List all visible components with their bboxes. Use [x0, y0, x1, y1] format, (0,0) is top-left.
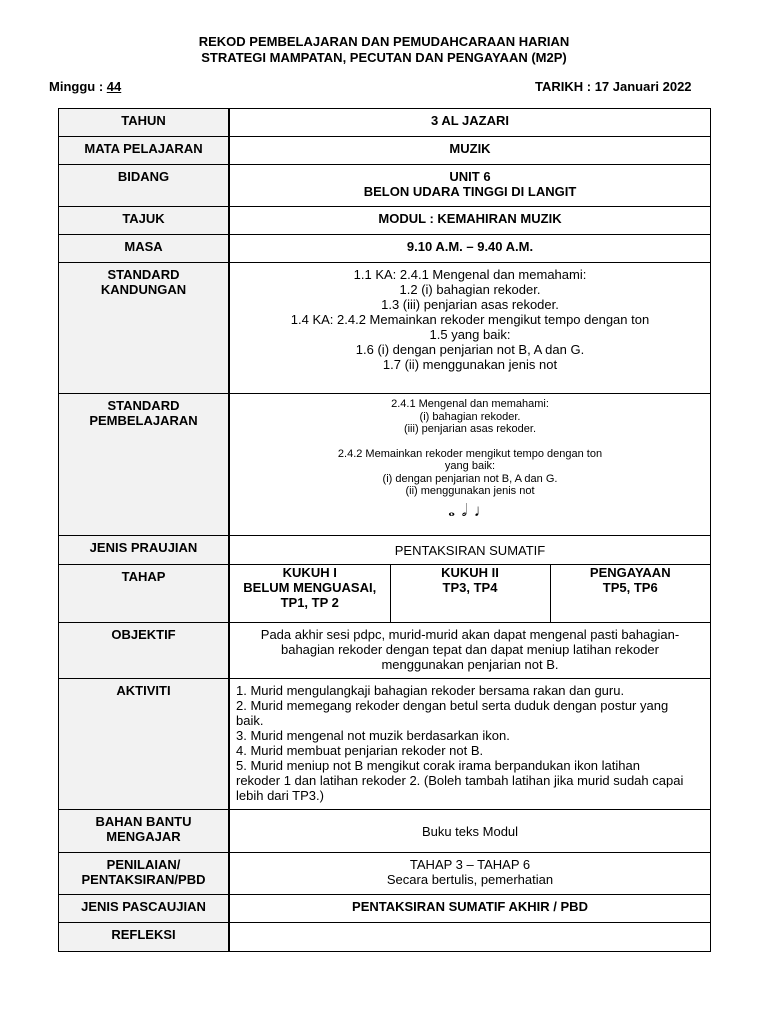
value-tajuk: MODUL : KEMAHIRAN MUZIK [229, 207, 711, 235]
row-refleksi [59, 923, 711, 952]
row-tahap [59, 565, 711, 623]
music-notes-icon: 𝅝 𝅗𝅥 ♩ [448, 500, 492, 520]
sk-line: 1.6 (i) dengan penjarian not B, A dan G. [355, 342, 585, 357]
sk-line: 1.4 KA: 2.4.2 Memainkan rekoder mengikut tempo dengan ton [290, 312, 650, 327]
objektif-line: bahagian rekoder dengan tepat dan dapat meniup latihan rekoder [280, 642, 659, 657]
document-title-line1: REKOD PEMBELAJARAN DAN PEMUDAHCARAAN HARIAN [198, 34, 570, 49]
value-objektif [229, 623, 711, 679]
sk-line: 1.1 KA: 2.4.1 Mengenal dan memahami: [353, 267, 587, 282]
row-bidang [59, 165, 711, 207]
objektif-line: menggunakan penjarian not B. [381, 657, 559, 672]
value-standard-kandungan [229, 263, 711, 394]
label-penilaian-line1: PENILAIAN/ [106, 857, 181, 872]
value-penilaian [229, 853, 711, 895]
sp-line: (i) bahagian rekoder. [419, 410, 521, 423]
value-masa: 9.10 A.M. – 9.40 A.M. [229, 235, 711, 263]
label-tahap: TAHAP [59, 565, 230, 623]
sk-line: 1.2 (i) bahagian rekoder. [399, 282, 541, 297]
objektif-line: Pada akhir sesi pdpc, murid-murid akan dapat mengenal pasti bahagian- [260, 627, 680, 642]
label-penilaian [59, 853, 230, 895]
bidang-title: BELON UDARA TINGGI DI LANGIT [363, 184, 577, 199]
value-standard-pembelajaran [229, 394, 711, 536]
tarikh-field: TARIKH : 17 Januari 2022 [535, 79, 692, 94]
minggu-value: 44 [106, 79, 122, 94]
sk-line: 1.7 (ii) menggunakan jenis not [382, 357, 558, 372]
label-tahun: TAHUN [59, 109, 230, 137]
row-masa [59, 235, 711, 263]
sp-line: 2.4.1 Mengenal dan memahami: [391, 398, 549, 410]
sp-line: yang baik: [444, 460, 496, 472]
label-bidang: BIDANG [59, 165, 230, 207]
sp-line: (ii) menggunakan jenis not [405, 485, 535, 497]
label-penilaian-line2: PENTAKSIRAN/PBD [81, 872, 206, 887]
row-aktiviti [59, 679, 711, 810]
label-refleksi: REFLEKSI [59, 923, 230, 952]
label-jenis-pascaujian: JENIS PASCAUJIAN [59, 895, 230, 923]
row-bahan-bantu [59, 810, 711, 853]
label-objektif: OBJEKTIF [59, 623, 230, 679]
label-standard-kandungan-line2: KANDUNGAN [100, 282, 187, 297]
value-bidang [229, 165, 711, 207]
aktiviti-line: 2. Murid memegang rekoder dengan betul serta duduk dengan postur yang [236, 698, 669, 713]
aktiviti-line: lebih dari TP3.) [236, 788, 324, 803]
value-jenis-praujian: PENTAKSIRAN SUMATIF [229, 536, 711, 565]
tahap-kukuh-1-desc: BELUM MENGUASAI, [243, 580, 377, 595]
label-aktiviti: AKTIVITI [59, 679, 230, 810]
tahap-pengayaan-title: PENGAYAAN [589, 565, 671, 580]
tahap-kukuh-1 [230, 565, 390, 622]
row-tajuk [59, 207, 711, 235]
penilaian-tahap: TAHAP 3 – TAHAP 6 [409, 857, 531, 872]
label-jenis-praujian: JENIS PRAUJIAN [59, 536, 230, 565]
label-standard-pembelajaran-line1: STANDARD [107, 398, 180, 413]
row-objektif [59, 623, 711, 679]
sp-line: (i) dengan penjarian not B, A dan G. [382, 472, 558, 485]
value-mata-pelajaran: MUZIK [229, 137, 711, 165]
lesson-plan-table [58, 108, 711, 952]
minggu-field [49, 79, 121, 95]
tahap-pengayaan [550, 565, 710, 622]
label-bahan-bantu [59, 810, 230, 853]
row-tahun [59, 109, 711, 137]
document-title-line2: STRATEGI MAMPATAN, PECUTAN DAN PENGAYAAN (M2P) [201, 50, 567, 65]
label-standard-kandungan [59, 263, 230, 394]
value-tahap [229, 565, 711, 623]
value-bahan-bantu: Buku teks Modul [229, 810, 711, 853]
aktiviti-line: 4. Murid membuat penjarian rekoder not B. [236, 743, 484, 758]
row-penilaian [59, 853, 711, 895]
label-standard-kandungan-line1: STANDARD [107, 267, 180, 282]
tahap-kukuh-2-title: KUKUH II [441, 565, 499, 580]
value-jenis-pascaujian: PENTAKSIRAN SUMATIF AKHIR / PBD [229, 895, 711, 923]
label-mata-pelajaran: MATA PELAJARAN [59, 137, 230, 165]
label-standard-pembelajaran [59, 394, 230, 536]
aktiviti-line: 1. Murid mengulangkaji bahagian rekoder bersama rakan dan guru. [236, 683, 625, 698]
sp-line: (iii) penjarian asas rekoder. [403, 423, 537, 435]
row-standard-pembelajaran [59, 394, 711, 536]
tahap-kukuh-2 [390, 565, 550, 622]
value-tahun: 3 AL JAZARI [229, 109, 711, 137]
tahap-kukuh-1-tp: TP1, TP 2 [280, 595, 339, 610]
tahap-pengayaan-tp: TP5, TP6 [602, 580, 658, 595]
aktiviti-line: 3. Murid mengenal not muzik berdasarkan ikon. [236, 728, 510, 743]
sk-line: 1.3 (iii) penjarian asas rekoder. [381, 297, 559, 312]
bidang-unit: UNIT 6 [449, 169, 491, 184]
aktiviti-line: rekoder 1 dan latihan rekoder 2. (Boleh tambah latihan jika murid sudah capai [236, 773, 684, 788]
label-standard-pembelajaran-line2: PEMBELAJARAN [89, 413, 198, 428]
row-standard-kandungan [59, 263, 711, 394]
row-jenis-praujian [59, 536, 711, 565]
tahap-kukuh-2-tp: TP3, TP4 [442, 580, 498, 595]
label-bahan-bantu-line2: MENGAJAR [106, 829, 181, 844]
aktiviti-line: baik. [236, 713, 264, 728]
label-tajuk: TAJUK [59, 207, 230, 235]
label-bahan-bantu-line1: BAHAN BANTU [95, 814, 192, 829]
value-aktiviti [229, 679, 711, 810]
value-refleksi [229, 923, 711, 952]
penilaian-kaedah: Secara bertulis, pemerhatian [386, 872, 554, 887]
sk-line: 1.5 yang baik: [429, 327, 511, 342]
label-masa: MASA [59, 235, 230, 263]
row-mata-pelajaran [59, 137, 711, 165]
sp-line: 2.4.2 Memainkan rekoder mengikut tempo dengan ton [337, 447, 603, 460]
row-jenis-pascaujian [59, 895, 711, 923]
minggu-label: Minggu : [49, 79, 107, 94]
aktiviti-line: 5. Murid meniup not B mengikut corak irama berpandukan ikon latihan [236, 758, 640, 773]
tahap-kukuh-1-title: KUKUH I [282, 565, 337, 580]
